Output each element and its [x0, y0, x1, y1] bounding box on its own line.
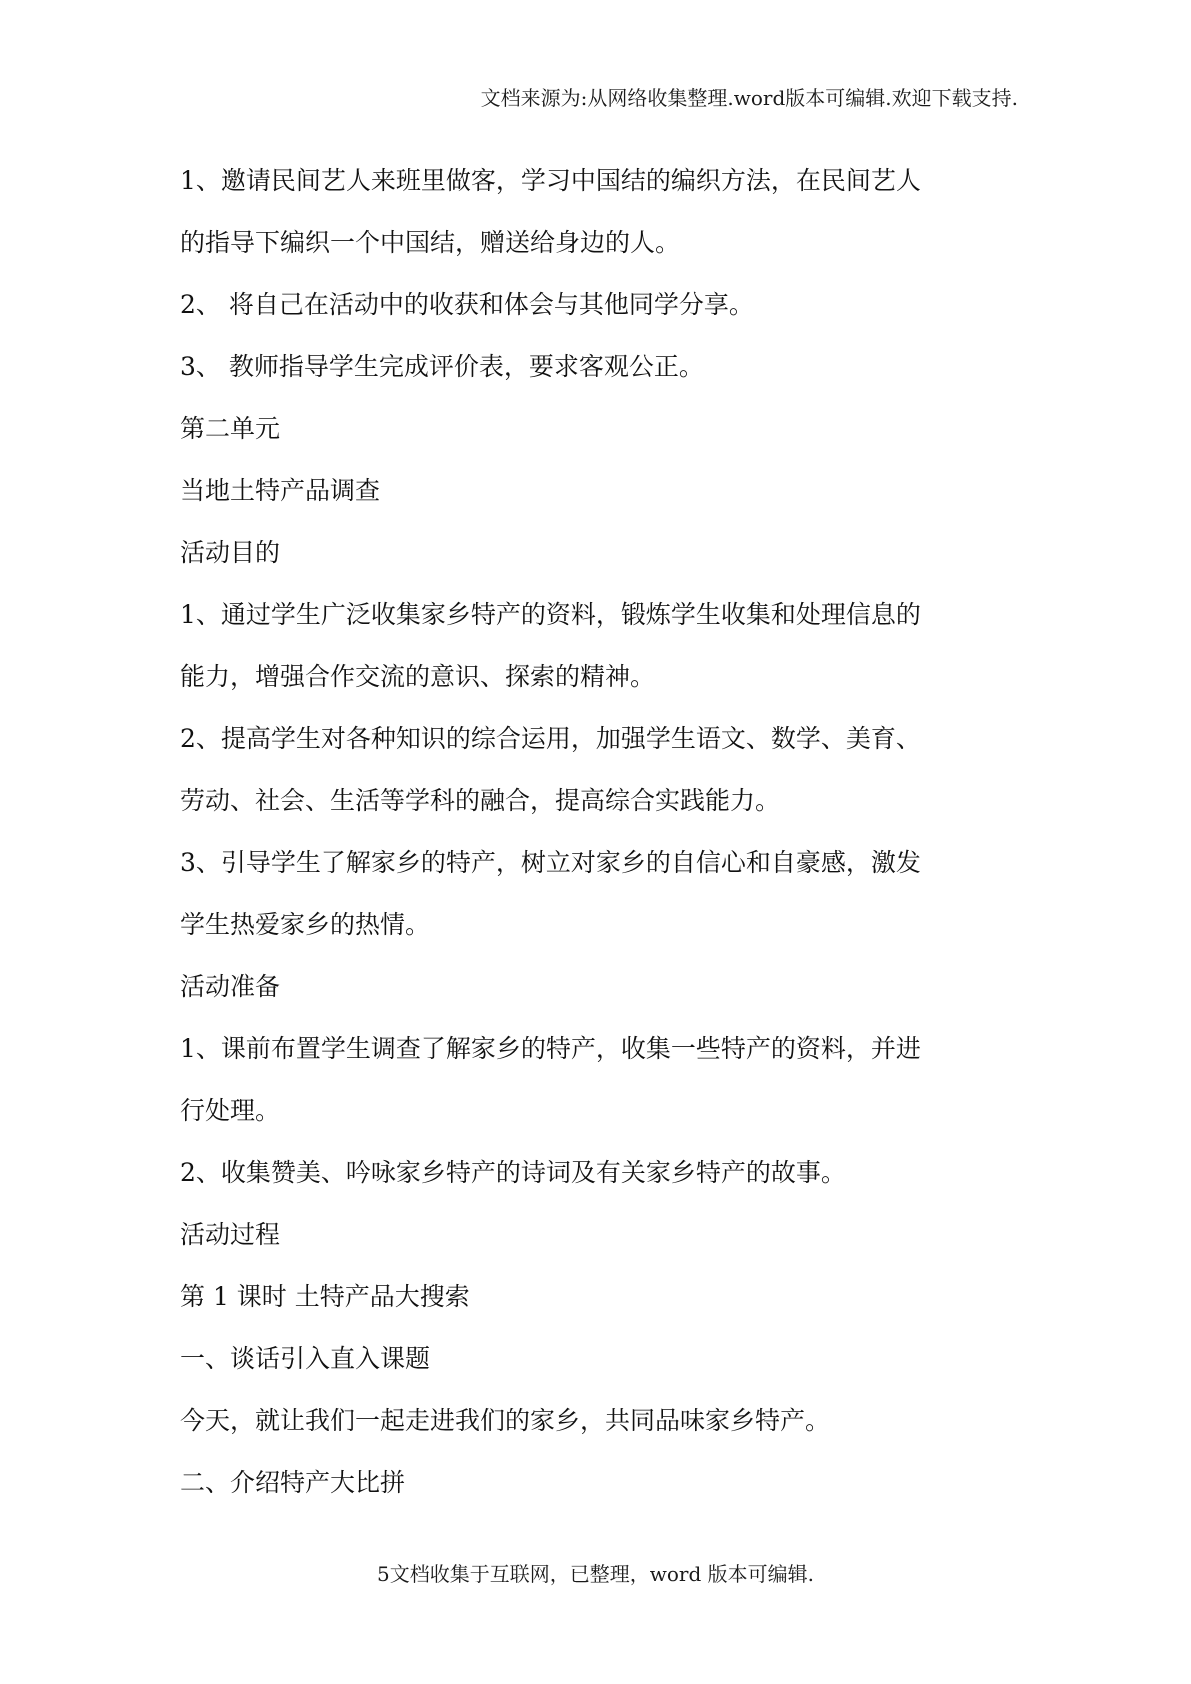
text-line: 今天，就让我们一起走进我们的家乡，共同品味家乡特产。 [180, 1406, 831, 1435]
text-line: 2、 将自己在活动中的收获和体会与其他同学分享。 [180, 290, 754, 319]
subheading: 活动过程 [180, 1220, 281, 1249]
subheading: 活动目的 [180, 538, 281, 567]
document-body [180, 150, 1022, 1514]
text-line: 一、谈话引入直入课题 [180, 1344, 431, 1373]
text-line: 行处理。 [180, 1096, 281, 1125]
text-line: 3、引导学生了解家乡的特产，树立对家乡的自信心和自豪感，激发 [180, 848, 921, 877]
lesson-title: 第 1 课时 土特产品大搜索 [180, 1282, 470, 1311]
section-title: 当地土特产品调查 [180, 476, 381, 505]
text-line: 劳动、社会、生活等学科的融合，提高综合实践能力。 [180, 786, 781, 815]
text-line: 二、介绍特产大比拼 [180, 1468, 406, 1497]
text-line: 能力，增强合作交流的意识、探索的精神。 [180, 662, 656, 691]
text-line: 的指导下编织一个中国结，赠送给身边的人。 [180, 228, 681, 257]
text-line: 1、课前布置学生调查了解家乡的特产，收集一些特产的资料，并进 [180, 1034, 921, 1063]
page-footer: 5文档收集于互联网，已整理，word 版本可编辑. [377, 1562, 814, 1586]
text-line: 学生热爱家乡的热情。 [180, 910, 431, 939]
subheading: 活动准备 [180, 972, 281, 1001]
text-line: 2、收集赞美、吟咏家乡特产的诗词及有关家乡特产的故事。 [180, 1158, 846, 1187]
text-line: 1、邀请民间艺人来班里做客，学习中国结的编织方法，在民间艺人 [180, 166, 921, 195]
text-line: 2、提高学生对各种知识的综合运用，加强学生语文、数学、美育、 [180, 724, 921, 753]
page-header: 文档来源为:从网络收集整理.word版本可编辑.欢迎下载支持. [480, 86, 1018, 110]
section-heading: 第二单元 [180, 414, 281, 443]
text-line: 1、通过学生广泛收集家乡特产的资料，锻炼学生收集和处理信息的 [180, 600, 921, 629]
text-line: 3、 教师指导学生完成评价表，要求客观公正。 [180, 352, 704, 381]
